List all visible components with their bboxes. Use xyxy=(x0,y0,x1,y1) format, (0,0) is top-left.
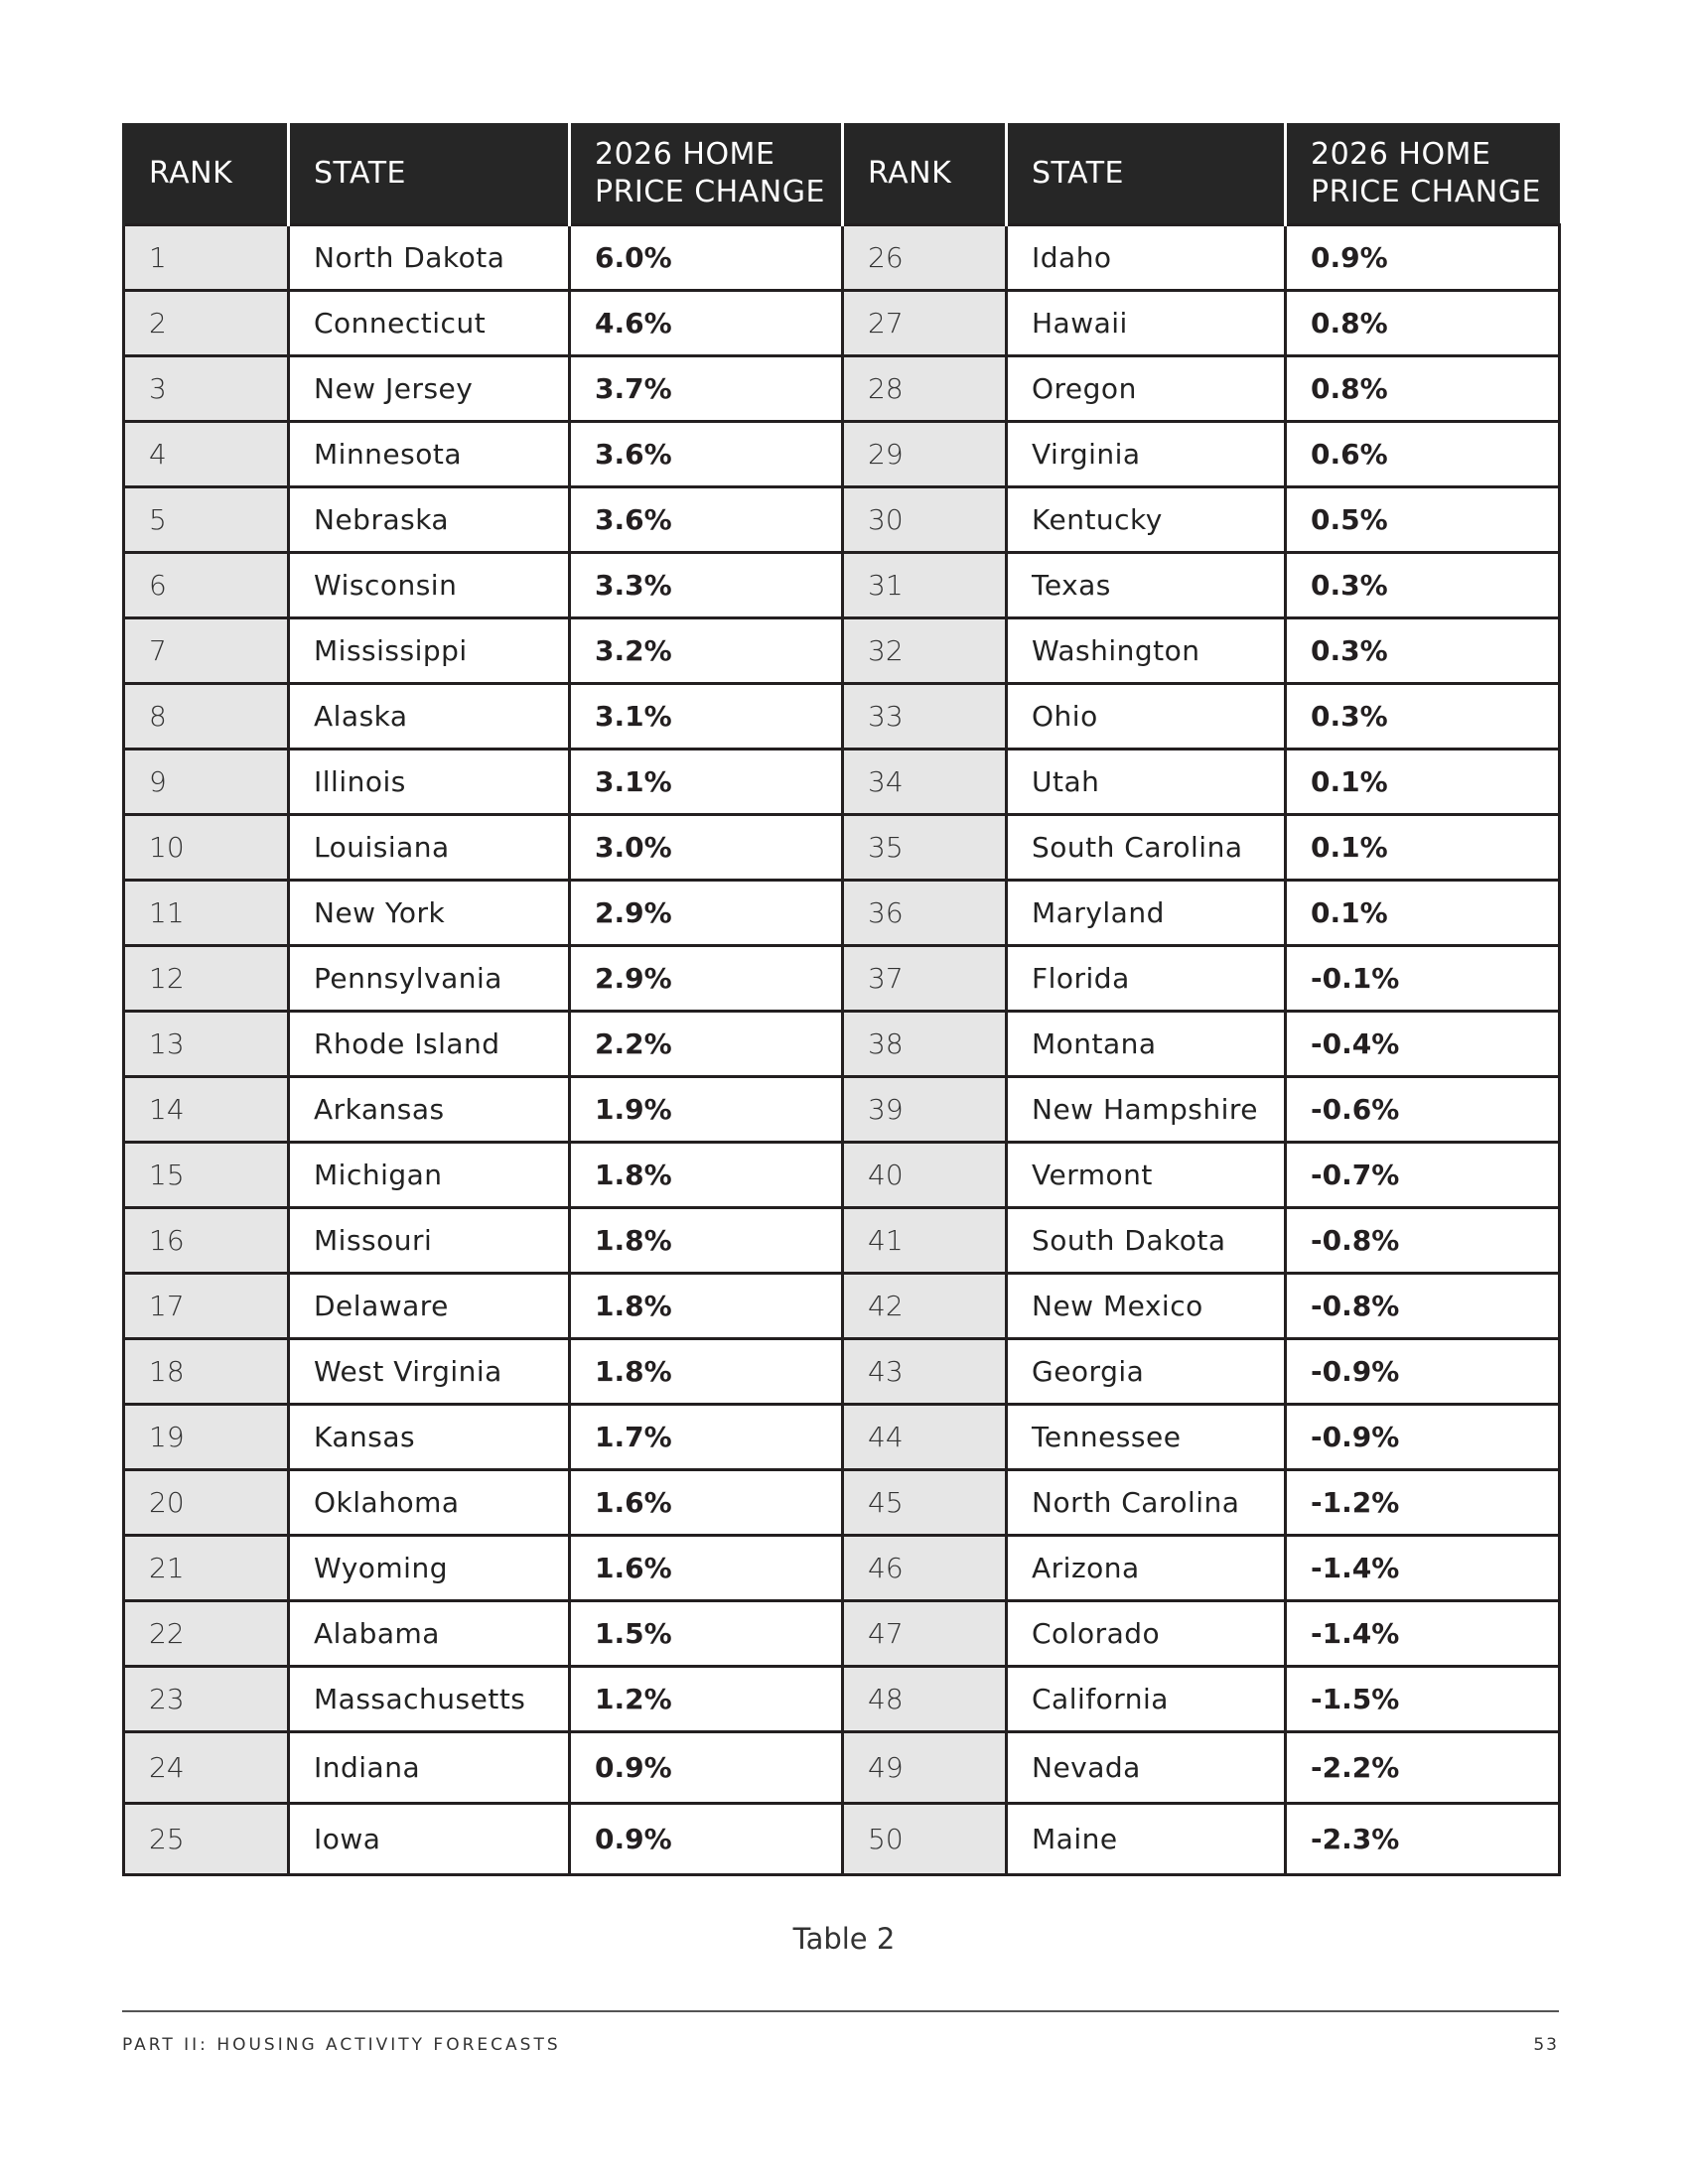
price-change-cell: -0.9% xyxy=(1286,1405,1560,1470)
rank-cell: 19 xyxy=(124,1405,289,1470)
rank-cell: 46 xyxy=(843,1536,1007,1601)
header-state-right: STATE xyxy=(1007,123,1286,225)
header-change-line1: 2026 HOME xyxy=(1311,136,1491,172)
price-change-cell: 0.9% xyxy=(1286,225,1560,291)
header-state-left: STATE xyxy=(289,123,570,225)
rank-cell: 28 xyxy=(843,356,1007,422)
state-cell: New Mexico xyxy=(1007,1274,1286,1339)
table-row xyxy=(124,487,1560,553)
price-change-cell: 0.9% xyxy=(570,1804,843,1875)
state-cell: Indiana xyxy=(289,1732,570,1804)
state-cell: Rhode Island xyxy=(289,1012,570,1077)
header-rank-right: RANK xyxy=(843,123,1007,225)
state-cell: Montana xyxy=(1007,1012,1286,1077)
price-change-cell: 0.3% xyxy=(1286,684,1560,750)
table-row xyxy=(124,815,1560,881)
price-change-cell: 0.1% xyxy=(1286,750,1560,815)
rank-cell: 25 xyxy=(124,1804,289,1875)
table-row xyxy=(124,750,1560,815)
price-change-cell: 4.6% xyxy=(570,291,843,356)
state-cell: Wisconsin xyxy=(289,553,570,618)
price-change-cell: -2.2% xyxy=(1286,1732,1560,1804)
price-change-cell: 2.9% xyxy=(570,946,843,1012)
rank-cell: 47 xyxy=(843,1601,1007,1667)
price-change-cell: 0.9% xyxy=(570,1732,843,1804)
rank-cell: 16 xyxy=(124,1208,289,1274)
table-row xyxy=(124,1405,1560,1470)
price-change-cell: -0.1% xyxy=(1286,946,1560,1012)
state-cell: Minnesota xyxy=(289,422,570,487)
state-cell: Utah xyxy=(1007,750,1286,815)
state-cell: Arizona xyxy=(1007,1536,1286,1601)
table-row xyxy=(124,553,1560,618)
footer-page-number: 53 xyxy=(1533,2035,1559,2055)
state-cell: Maine xyxy=(1007,1804,1286,1875)
price-change-cell: 2.2% xyxy=(570,1012,843,1077)
price-change-cell: 0.5% xyxy=(1286,487,1560,553)
state-cell: Illinois xyxy=(289,750,570,815)
rank-cell: 15 xyxy=(124,1143,289,1208)
state-cell: New Hampshire xyxy=(1007,1077,1286,1143)
header-change-left xyxy=(570,123,843,225)
rank-cell: 3 xyxy=(124,356,289,422)
price-change-cell: 0.1% xyxy=(1286,815,1560,881)
price-change-cell: 3.3% xyxy=(570,553,843,618)
price-change-cell: 3.2% xyxy=(570,618,843,684)
state-cell: Hawaii xyxy=(1007,291,1286,356)
price-change-cell: -1.5% xyxy=(1286,1667,1560,1732)
rank-cell: 24 xyxy=(124,1732,289,1804)
state-cell: Nevada xyxy=(1007,1732,1286,1804)
rank-cell: 37 xyxy=(843,946,1007,1012)
table-row xyxy=(124,946,1560,1012)
rank-cell: 45 xyxy=(843,1470,1007,1536)
table-row xyxy=(124,881,1560,946)
state-cell: Virginia xyxy=(1007,422,1286,487)
price-change-cell: -0.9% xyxy=(1286,1339,1560,1405)
state-cell: Mississippi xyxy=(289,618,570,684)
rank-cell: 43 xyxy=(843,1339,1007,1405)
footer-section-title: PART II: HOUSING ACTIVITY FORECASTS xyxy=(122,2035,561,2055)
table-row xyxy=(124,1667,1560,1732)
table-row xyxy=(124,1732,1560,1804)
rank-cell: 7 xyxy=(124,618,289,684)
table-row xyxy=(124,1012,1560,1077)
price-change-cell: -0.6% xyxy=(1286,1077,1560,1143)
state-cell: Idaho xyxy=(1007,225,1286,291)
rank-cell: 27 xyxy=(843,291,1007,356)
state-cell: New Jersey xyxy=(289,356,570,422)
price-change-cell: 6.0% xyxy=(570,225,843,291)
rank-cell: 38 xyxy=(843,1012,1007,1077)
state-cell: Vermont xyxy=(1007,1143,1286,1208)
price-change-cell: -0.4% xyxy=(1286,1012,1560,1077)
table-row xyxy=(124,291,1560,356)
state-cell: Arkansas xyxy=(289,1077,570,1143)
state-cell: California xyxy=(1007,1667,1286,1732)
header-change-line2: PRICE CHANGE xyxy=(1311,174,1541,209)
rank-cell: 11 xyxy=(124,881,289,946)
state-price-change-table xyxy=(122,123,1561,1876)
rank-cell: 31 xyxy=(843,553,1007,618)
state-cell: Texas xyxy=(1007,553,1286,618)
rank-cell: 1 xyxy=(124,225,289,291)
state-cell: Colorado xyxy=(1007,1601,1286,1667)
state-cell: Delaware xyxy=(289,1274,570,1339)
state-cell: South Carolina xyxy=(1007,815,1286,881)
price-change-cell: 1.6% xyxy=(570,1470,843,1536)
state-cell: Kansas xyxy=(289,1405,570,1470)
state-cell: North Carolina xyxy=(1007,1470,1286,1536)
state-cell: West Virginia xyxy=(289,1339,570,1405)
header-change-line2: PRICE CHANGE xyxy=(595,174,825,209)
price-change-cell: 0.8% xyxy=(1286,356,1560,422)
rank-cell: 41 xyxy=(843,1208,1007,1274)
state-cell: Pennsylvania xyxy=(289,946,570,1012)
price-change-cell: -1.4% xyxy=(1286,1601,1560,1667)
table-caption: Table 2 xyxy=(792,1922,896,1956)
rank-cell: 42 xyxy=(843,1274,1007,1339)
table-row xyxy=(124,356,1560,422)
state-cell: Florida xyxy=(1007,946,1286,1012)
price-change-cell: 3.7% xyxy=(570,356,843,422)
rank-cell: 49 xyxy=(843,1732,1007,1804)
state-cell: Connecticut xyxy=(289,291,570,356)
state-cell: Massachusetts xyxy=(289,1667,570,1732)
table-row xyxy=(124,1208,1560,1274)
table-row xyxy=(124,225,1560,291)
state-cell: Louisiana xyxy=(289,815,570,881)
rank-cell: 39 xyxy=(843,1077,1007,1143)
price-change-cell: 0.3% xyxy=(1286,553,1560,618)
table-row xyxy=(124,1143,1560,1208)
state-cell: North Dakota xyxy=(289,225,570,291)
price-change-cell: -2.3% xyxy=(1286,1804,1560,1875)
state-cell: Iowa xyxy=(289,1804,570,1875)
table-row xyxy=(124,1601,1560,1667)
state-cell: Georgia xyxy=(1007,1339,1286,1405)
rank-cell: 10 xyxy=(124,815,289,881)
price-change-cell: 1.2% xyxy=(570,1667,843,1732)
rank-cell: 12 xyxy=(124,946,289,1012)
price-change-cell: 1.8% xyxy=(570,1143,843,1208)
state-cell: Ohio xyxy=(1007,684,1286,750)
state-price-change-table-container xyxy=(122,123,1558,1876)
rank-cell: 29 xyxy=(843,422,1007,487)
price-change-cell: -0.8% xyxy=(1286,1208,1560,1274)
rank-cell: 2 xyxy=(124,291,289,356)
price-change-cell: 3.6% xyxy=(570,422,843,487)
state-cell: Washington xyxy=(1007,618,1286,684)
rank-cell: 5 xyxy=(124,487,289,553)
rank-cell: 34 xyxy=(843,750,1007,815)
price-change-cell: -0.8% xyxy=(1286,1274,1560,1339)
state-cell: Alaska xyxy=(289,684,570,750)
rank-cell: 40 xyxy=(843,1143,1007,1208)
state-cell: Alabama xyxy=(289,1601,570,1667)
table-row xyxy=(124,684,1560,750)
state-cell: Oregon xyxy=(1007,356,1286,422)
price-change-cell: 0.1% xyxy=(1286,881,1560,946)
price-change-cell: 1.8% xyxy=(570,1274,843,1339)
state-cell: New York xyxy=(289,881,570,946)
price-change-cell: 3.6% xyxy=(570,487,843,553)
state-cell: Maryland xyxy=(1007,881,1286,946)
footer-divider xyxy=(122,2010,1559,2012)
state-cell: Tennessee xyxy=(1007,1405,1286,1470)
rank-cell: 30 xyxy=(843,487,1007,553)
rank-cell: 18 xyxy=(124,1339,289,1405)
rank-cell: 6 xyxy=(124,553,289,618)
rank-cell: 35 xyxy=(843,815,1007,881)
price-change-cell: -1.4% xyxy=(1286,1536,1560,1601)
table-row xyxy=(124,618,1560,684)
state-cell: Wyoming xyxy=(289,1536,570,1601)
header-change-line1: 2026 HOME xyxy=(595,136,775,172)
rank-cell: 33 xyxy=(843,684,1007,750)
price-change-cell: 3.1% xyxy=(570,684,843,750)
price-change-cell: 1.5% xyxy=(570,1601,843,1667)
table-header-row xyxy=(124,123,1560,225)
rank-cell: 50 xyxy=(843,1804,1007,1875)
rank-cell: 22 xyxy=(124,1601,289,1667)
rank-cell: 36 xyxy=(843,881,1007,946)
price-change-cell: 0.6% xyxy=(1286,422,1560,487)
rank-cell: 48 xyxy=(843,1667,1007,1732)
table-row xyxy=(124,1536,1560,1601)
table-row xyxy=(124,1274,1560,1339)
rank-cell: 26 xyxy=(843,225,1007,291)
price-change-cell: 1.8% xyxy=(570,1208,843,1274)
state-cell: Nebraska xyxy=(289,487,570,553)
price-change-cell: 3.0% xyxy=(570,815,843,881)
price-change-cell: -1.2% xyxy=(1286,1470,1560,1536)
price-change-cell: 3.1% xyxy=(570,750,843,815)
price-change-cell: 1.9% xyxy=(570,1077,843,1143)
state-cell: Kentucky xyxy=(1007,487,1286,553)
rank-cell: 14 xyxy=(124,1077,289,1143)
rank-cell: 44 xyxy=(843,1405,1007,1470)
price-change-cell: 2.9% xyxy=(570,881,843,946)
rank-cell: 8 xyxy=(124,684,289,750)
rank-cell: 4 xyxy=(124,422,289,487)
rank-cell: 23 xyxy=(124,1667,289,1732)
price-change-cell: 1.7% xyxy=(570,1405,843,1470)
price-change-cell: 1.8% xyxy=(570,1339,843,1405)
state-cell: Michigan xyxy=(289,1143,570,1208)
price-change-cell: -0.7% xyxy=(1286,1143,1560,1208)
rank-cell: 17 xyxy=(124,1274,289,1339)
table-row xyxy=(124,1339,1560,1405)
state-cell: South Dakota xyxy=(1007,1208,1286,1274)
rank-cell: 21 xyxy=(124,1536,289,1601)
header-rank-left: RANK xyxy=(124,123,289,225)
table-row xyxy=(124,422,1560,487)
table-body xyxy=(124,225,1560,1875)
rank-cell: 9 xyxy=(124,750,289,815)
table-row xyxy=(124,1804,1560,1875)
rank-cell: 13 xyxy=(124,1012,289,1077)
header-change-right xyxy=(1286,123,1560,225)
price-change-cell: 0.8% xyxy=(1286,291,1560,356)
price-change-cell: 0.3% xyxy=(1286,618,1560,684)
table-row xyxy=(124,1077,1560,1143)
price-change-cell: 1.6% xyxy=(570,1536,843,1601)
rank-cell: 32 xyxy=(843,618,1007,684)
table-row xyxy=(124,1470,1560,1536)
state-cell: Oklahoma xyxy=(289,1470,570,1536)
rank-cell: 20 xyxy=(124,1470,289,1536)
state-cell: Missouri xyxy=(289,1208,570,1274)
